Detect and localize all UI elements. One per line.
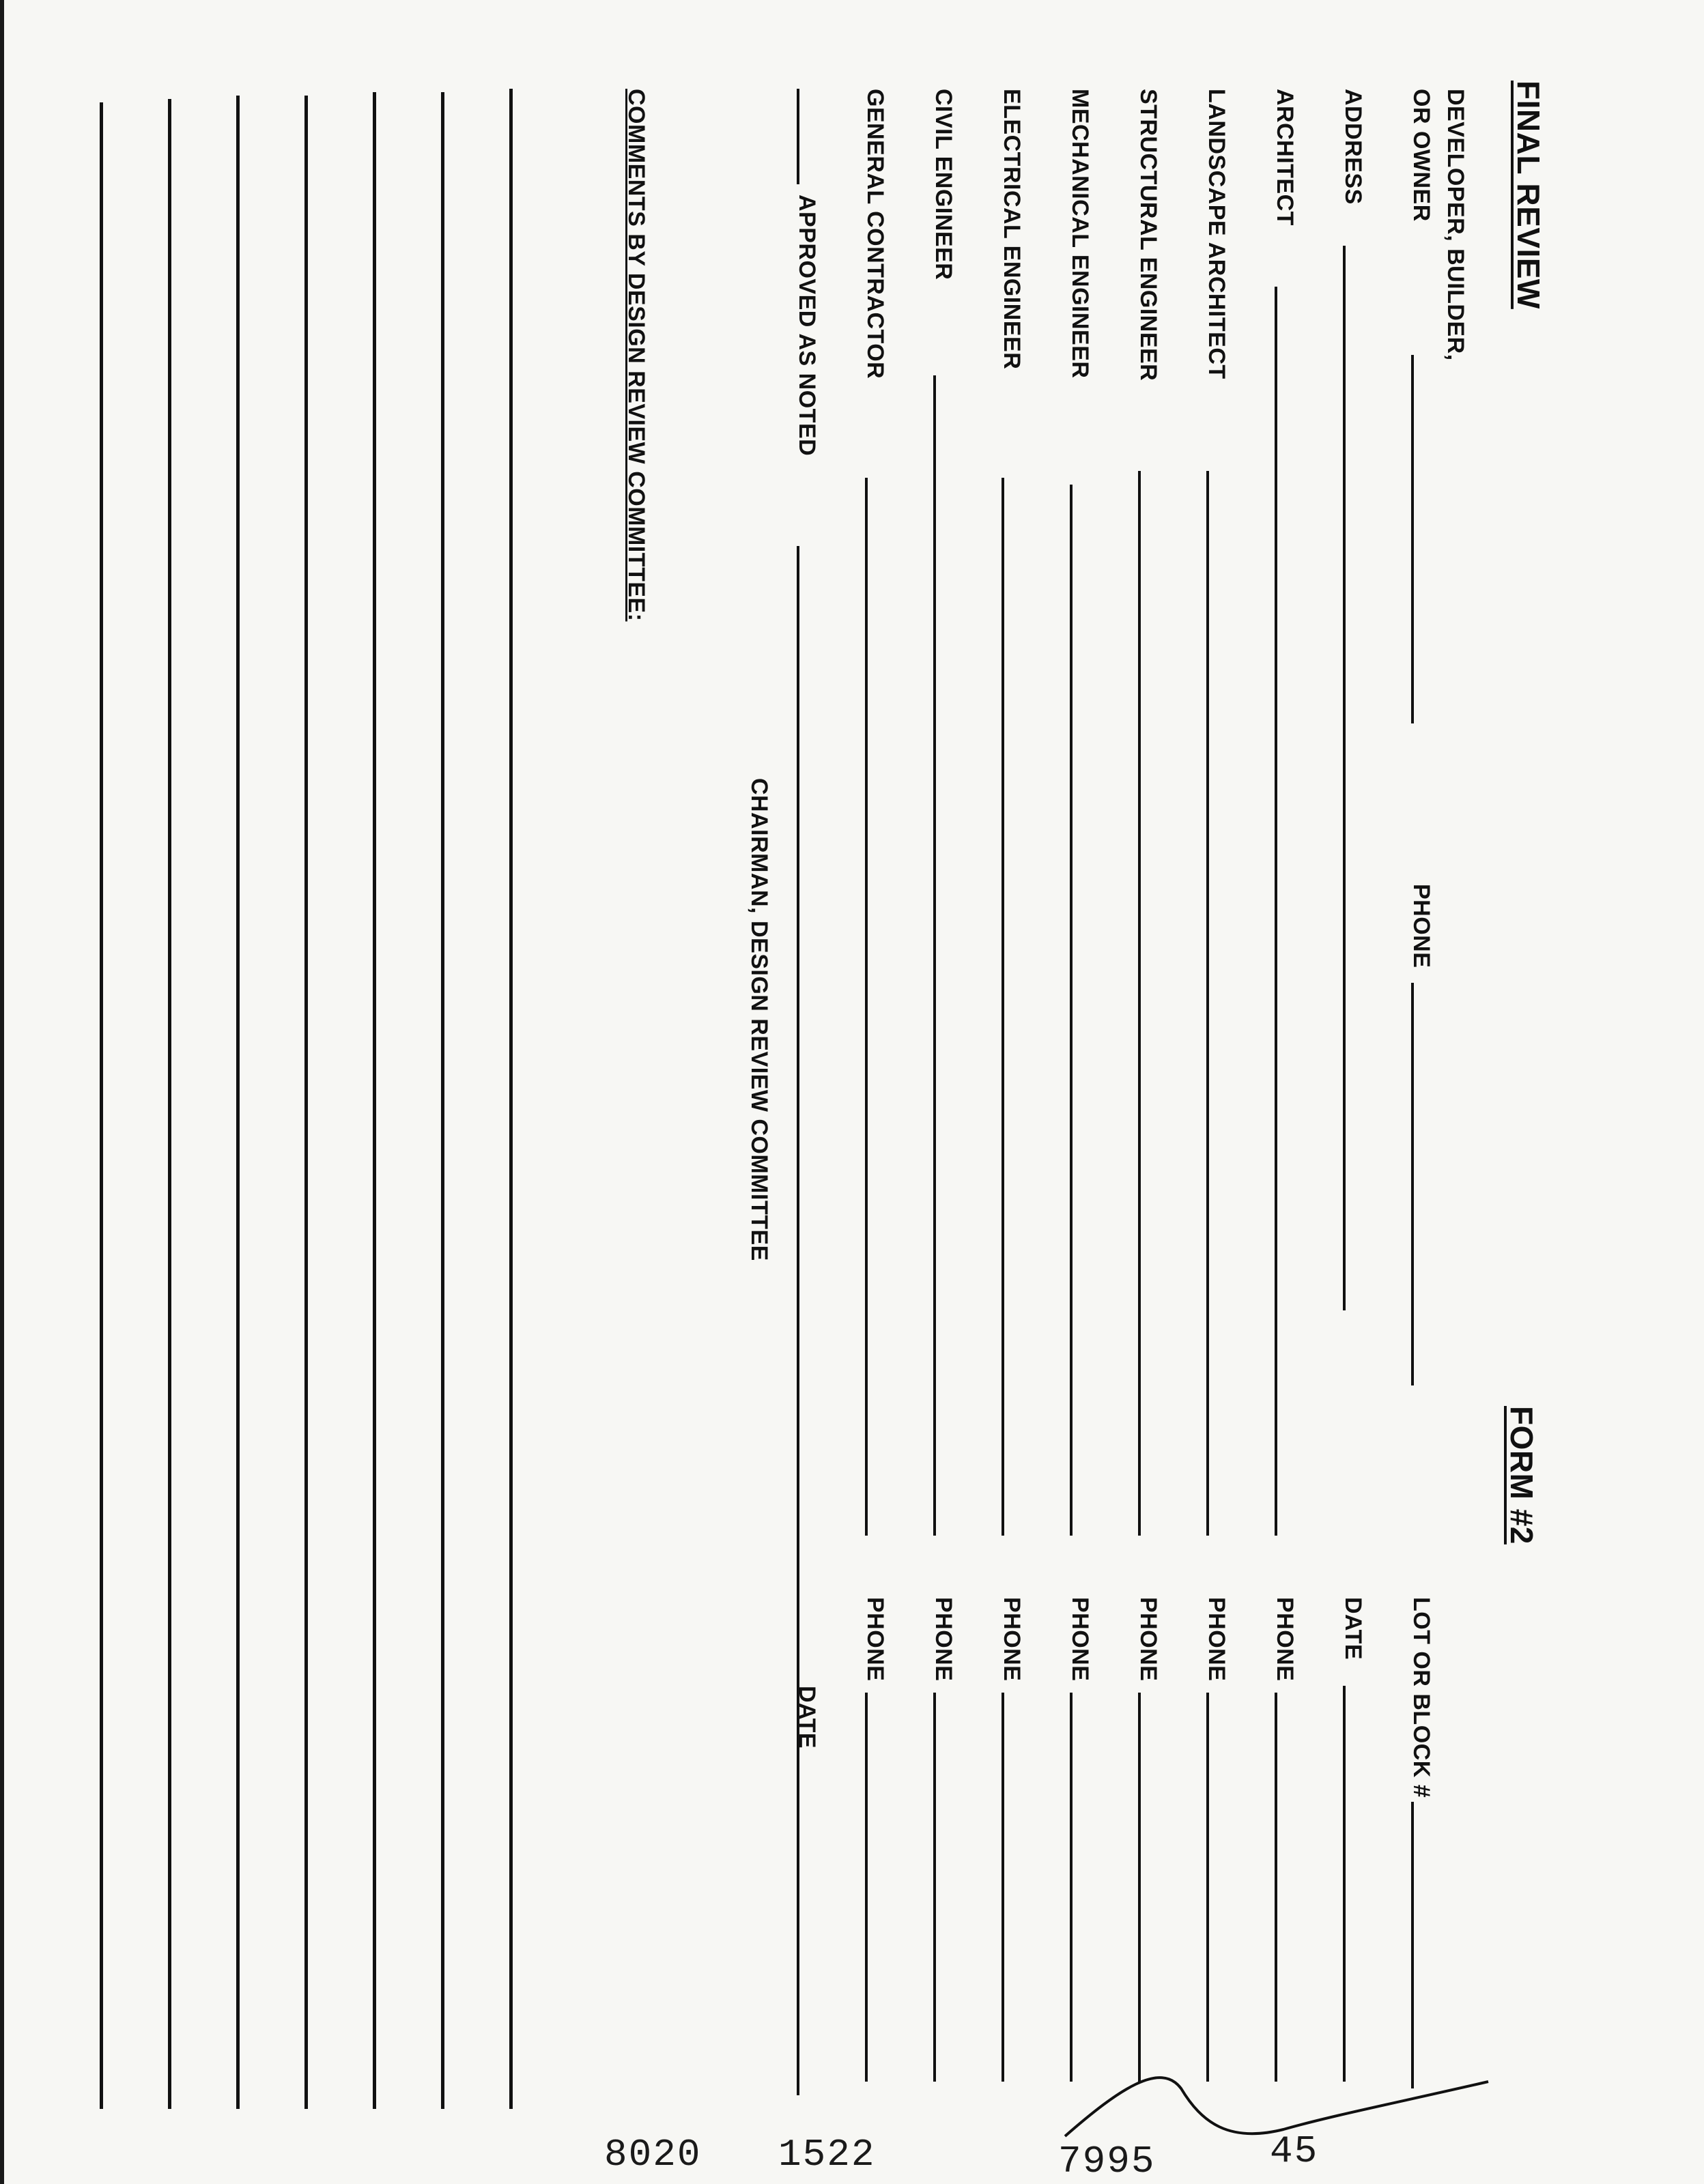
civil-engineer-label: CIVIL ENGINEER — [931, 89, 956, 281]
comment-line-3[interactable] — [373, 92, 376, 2109]
mechanical-phone-field-line[interactable] — [1070, 1693, 1073, 2082]
landscape-architect-field-line[interactable] — [1206, 471, 1209, 1536]
comment-line-4[interactable] — [304, 96, 308, 2109]
chairman-label: CHAIRMAN, DESIGN REVIEW COMMITTEE — [746, 778, 772, 1261]
footer-number-1: 8020 — [604, 2133, 702, 2176]
approved-check-line[interactable] — [797, 89, 799, 184]
electrical-engineer-field-line[interactable] — [1002, 478, 1004, 1536]
developer-label-line2: OR OWNER — [1408, 89, 1434, 222]
footer-number-2: 1522 — [778, 2133, 876, 2176]
developer-phone-label: PHONE — [1408, 884, 1434, 968]
address-field-line[interactable] — [1343, 246, 1346, 1310]
structural-phone-field-line[interactable] — [1138, 1693, 1141, 2082]
electrical-phone-label: PHONE — [999, 1597, 1025, 1682]
form-number: FORM #2 — [1504, 1406, 1539, 1544]
chairman-signature-line[interactable] — [797, 546, 799, 1809]
landscape-phone-field-line[interactable] — [1206, 1693, 1209, 2082]
comment-line-2[interactable] — [441, 92, 444, 2109]
address-label: ADDRESS — [1340, 89, 1366, 205]
structural-phone-label: PHONE — [1135, 1597, 1161, 1682]
general-contractor-field-line[interactable] — [865, 478, 868, 1536]
date-field-line[interactable] — [1343, 1686, 1346, 2082]
comments-label: COMMENTS BY DESIGN REVIEW COMMITTEE: — [623, 89, 649, 622]
structural-engineer-field-line[interactable] — [1138, 471, 1141, 1536]
comment-line-1[interactable] — [509, 89, 513, 2109]
footer-number-4: 45 — [1270, 2129, 1319, 2173]
mechanical-phone-label: PHONE — [1067, 1597, 1093, 1682]
approved-as-noted-label: APPROVED AS NOTED — [794, 195, 820, 457]
landscape-phone-label: PHONE — [1204, 1597, 1230, 1682]
approval-date-field-line[interactable] — [797, 1768, 799, 2095]
structural-engineer-label: STRUCTURAL ENGINEER — [1135, 89, 1161, 382]
form-title: FINAL REVIEW — [1511, 81, 1546, 309]
architect-phone-field-line[interactable] — [1275, 1693, 1277, 2082]
civil-phone-field-line[interactable] — [933, 1693, 936, 2082]
comment-line-7[interactable] — [100, 102, 103, 2109]
developer-phone-field-line[interactable] — [1411, 983, 1414, 1385]
mechanical-engineer-field-line[interactable] — [1070, 485, 1073, 1536]
developer-label-line1: DEVELOPER, BUILDER, — [1443, 89, 1468, 361]
developer-field-line[interactable] — [1411, 355, 1414, 723]
comment-line-6[interactable] — [168, 99, 171, 2109]
approval-date-label: DATE — [794, 1686, 820, 1749]
contractor-phone-field-line[interactable] — [865, 1693, 868, 2082]
landscape-architect-label: LANDSCAPE ARCHITECT — [1204, 89, 1230, 379]
architect-label: ARCHITECT — [1272, 89, 1298, 226]
mechanical-engineer-label: MECHANICAL ENGINEER — [1067, 89, 1093, 379]
civil-phone-label: PHONE — [931, 1597, 956, 1682]
date-label: DATE — [1340, 1597, 1366, 1661]
electrical-engineer-label: ELECTRICAL ENGINEER — [999, 89, 1025, 370]
footer-number-3: 7995 — [1058, 2140, 1156, 2183]
lot-block-field-line[interactable] — [1411, 1802, 1414, 2088]
architect-field-line[interactable] — [1275, 287, 1277, 1536]
architect-phone-label: PHONE — [1272, 1597, 1298, 1682]
electrical-phone-field-line[interactable] — [1002, 1693, 1004, 2082]
civil-engineer-field-line[interactable] — [933, 375, 936, 1536]
lot-block-label: LOT OR BLOCK # — [1408, 1597, 1434, 1798]
general-contractor-label: GENERAL CONTRACTOR — [862, 89, 888, 379]
comment-line-5[interactable] — [236, 96, 240, 2109]
contractor-phone-label: PHONE — [862, 1597, 888, 1682]
